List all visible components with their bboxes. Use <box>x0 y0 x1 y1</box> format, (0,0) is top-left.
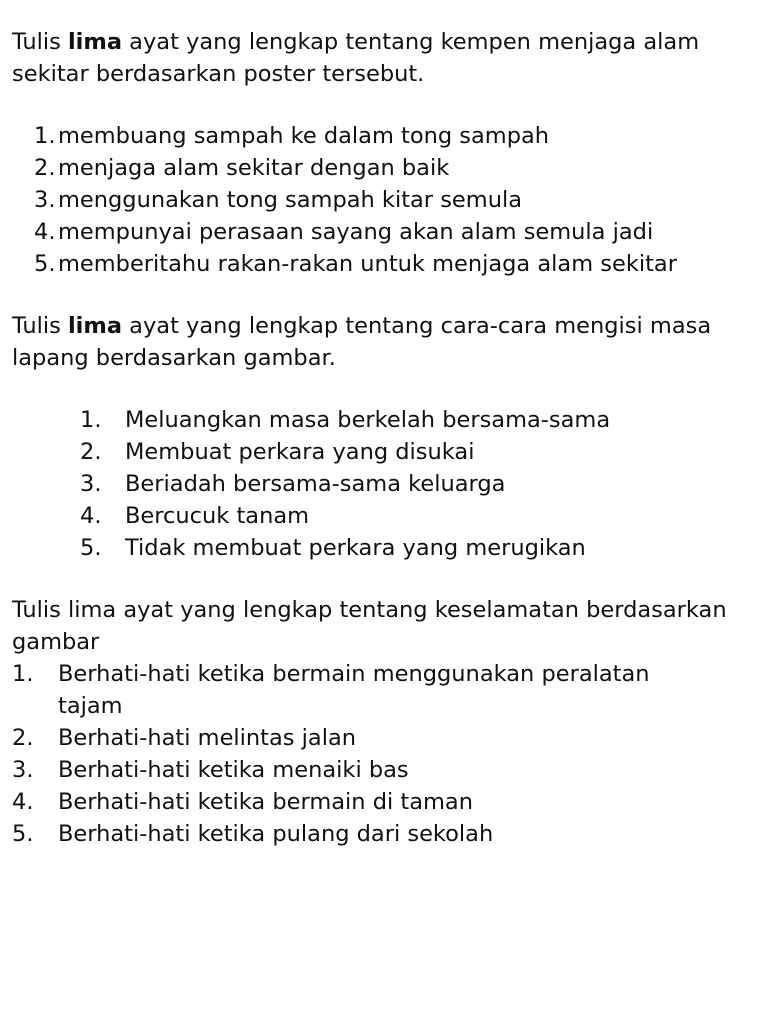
item-text: Tidak membuat perkara yang merugikan <box>125 535 586 561</box>
item-number: 4. <box>34 219 56 245</box>
list-item <box>34 184 752 216</box>
list-item <box>80 500 752 532</box>
item-text: mempunyai perasaan sayang akan alam semula jadi <box>58 219 654 245</box>
item-text: memberitahu rakan-rakan untuk menjaga alam sekitar <box>58 251 677 277</box>
item-text: menjaga alam sekitar dengan baik <box>58 155 450 181</box>
item-number: 3. <box>12 757 34 783</box>
item-number: 5. <box>12 821 34 847</box>
list-item <box>34 152 752 184</box>
item-number: 3. <box>34 187 56 213</box>
list-item <box>34 216 752 248</box>
item-number: 4. <box>80 503 102 529</box>
item-number: 1. <box>12 661 34 687</box>
list-item <box>34 120 752 152</box>
section-kempen-alam-sekitar <box>12 26 752 280</box>
item-text: Membuat perkara yang disukai <box>125 439 475 465</box>
list-item <box>80 436 752 468</box>
prompt-text-bold: lima <box>67 29 123 55</box>
list-item <box>12 722 752 754</box>
section-masa-lapang <box>12 310 752 564</box>
item-text: Berhati-hati ketika pulang dari sekolah <box>58 821 494 847</box>
prompt-text-bold: lima <box>67 313 123 339</box>
item-number: 3. <box>80 471 102 497</box>
item-text: Bercucuk tanam <box>125 503 310 529</box>
list-item <box>80 404 752 436</box>
list-item <box>80 532 752 564</box>
item-number: 5. <box>80 535 102 561</box>
item-text: Meluangkan masa berkelah bersama-sama <box>125 407 611 433</box>
item-number: 2. <box>34 155 56 181</box>
prompt-text-start: Tulis <box>12 29 68 55</box>
item-number: 5. <box>34 251 56 277</box>
prompt-text-end: ayat yang lengkap tentang kempen menjaga alam sekitar berdasarkan poster tersebut. <box>12 29 700 87</box>
item-number: 2. <box>80 439 102 465</box>
list-item <box>12 786 752 818</box>
answer-list <box>12 120 752 280</box>
item-number: 2. <box>12 725 34 751</box>
list-item <box>12 818 752 850</box>
answer-list <box>12 404 752 564</box>
list-item <box>80 468 752 500</box>
question-prompt: Tulis lima ayat yang lengkap tentang keselamatan berdasarkan gambar <box>12 597 727 655</box>
item-text: Berhati-hati ketika bermain di taman <box>58 789 473 815</box>
prompt-text-start: Tulis <box>12 313 68 339</box>
section-keselamatan <box>12 594 752 850</box>
item-number: 1. <box>80 407 102 433</box>
prompt-text-end: ayat yang lengkap tentang cara-cara mengisi masa lapang berdasarkan gambar. <box>12 313 712 371</box>
answer-list <box>12 658 752 850</box>
question-prompt <box>12 26 752 90</box>
list-item <box>12 754 752 786</box>
item-text: Berhati-hati melintas jalan <box>58 725 356 751</box>
item-text: membuang sampah ke dalam tong sampah <box>58 123 550 149</box>
item-text: Beriadah bersama-sama keluarga <box>125 471 506 497</box>
item-text: menggunakan tong sampah kitar semula <box>58 187 522 213</box>
question-prompt <box>12 310 752 374</box>
list-item <box>12 658 752 722</box>
item-text: Berhati-hati ketika bermain menggunakan peralatan tajam <box>58 661 650 719</box>
list-item <box>34 248 752 280</box>
item-number: 1. <box>34 123 56 149</box>
item-text: Berhati-hati ketika menaiki bas <box>58 757 409 783</box>
item-number: 4. <box>12 789 34 815</box>
